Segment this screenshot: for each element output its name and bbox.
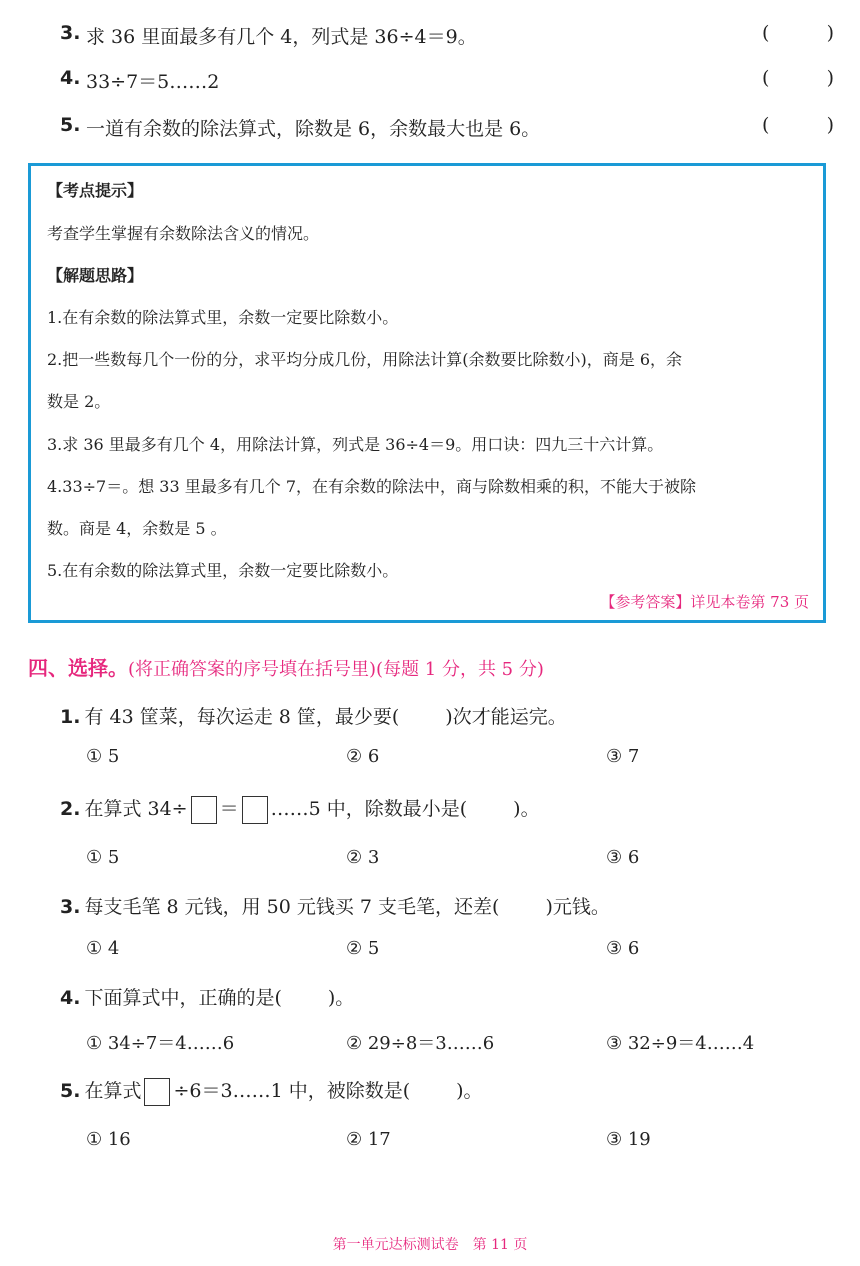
judge-item-5 [60, 114, 840, 154]
section-note: (将正确答案的序号填在括号里)(每题 1 分，共 5 分) [128, 659, 544, 680]
answer-paren[interactable]: ( ) [762, 67, 834, 89]
page-footer: 第一单元达标测试卷 第 11 页 [332, 1237, 528, 1253]
item-text: 求 36 里面最多有几个 4，列式是 36÷4＝9。 [86, 26, 477, 48]
choice-question-1 [60, 702, 567, 729]
question-number: 3. [60, 896, 81, 918]
item-number: 3. [60, 22, 81, 44]
option[interactable]: ② 17 [346, 1129, 391, 1150]
option[interactable]: ① 5 [86, 847, 120, 868]
question-text: 每支毛笔 8 元钱，用 50 元钱买 7 支毛笔，还差( [84, 896, 500, 918]
silu-title: 【解题思路】 [47, 266, 144, 285]
question-text: 在算式 [84, 1080, 142, 1102]
question-text: )次才能运完。 [445, 706, 567, 728]
choice-question-2 [60, 794, 540, 824]
question-text: )。 [513, 798, 540, 820]
question-text: )元钱。 [545, 896, 610, 918]
silu-line: 数。商是 4，余数是 5 。 [47, 519, 227, 538]
question-number: 1. [60, 706, 81, 728]
option[interactable]: ② 3 [346, 847, 380, 868]
hint-box [28, 163, 826, 623]
judge-item-3 [60, 22, 840, 62]
option[interactable]: ② 29÷8＝3……6 [346, 1033, 495, 1054]
option[interactable]: ② 5 [346, 938, 380, 959]
silu-line: 3.求 36 里最多有几个 4，用除法计算，列式是 36÷4＝9。用口诀：四九三十六计算。 [47, 435, 664, 454]
silu-line: 4.33÷7＝。想 33 里最多有几个 7，在有余数的除法中，商与除数相乘的积，不能大于被除 [47, 477, 697, 496]
question-number: 5. [60, 1080, 81, 1102]
option[interactable]: ② 6 [346, 746, 380, 767]
option[interactable]: ① 4 [86, 938, 120, 959]
option[interactable]: ① 5 [86, 746, 120, 767]
item-number: 5. [60, 114, 81, 136]
option[interactable]: ① 16 [86, 1129, 131, 1150]
option[interactable]: ③ 6 [606, 938, 640, 959]
kaodian-text: 考查学生掌握有余数除法含义的情况。 [47, 224, 320, 243]
silu-line: 5.在有余数的除法算式里，余数一定要比除数小。 [47, 561, 399, 580]
section-title [28, 652, 544, 681]
section-heading: 四、选择。 [28, 656, 128, 680]
item-text: 一道有余数的除法算式，除数是 6，余数最大也是 6。 [86, 118, 541, 140]
silu-line: 2.把一些数每几个一份的分，求平均分成几份，用除法计算(余数要比除数小)，商是 6，余 [47, 350, 683, 369]
item-text: 33÷7＝5……2 [86, 71, 220, 93]
answer-reference: 【参考答案】详见本卷第 73 页 [600, 593, 809, 611]
question-text: 有 43 筐菜，每次运走 8 筐，最少要( [84, 706, 400, 728]
option[interactable]: ③ 6 [606, 847, 640, 868]
question-text: ……5 中，除数最小是( [270, 798, 468, 820]
question-text: 在算式 34÷ [84, 798, 188, 820]
option[interactable]: ① 34÷7＝4……6 [86, 1033, 235, 1054]
blank-box[interactable] [144, 1078, 170, 1106]
silu-line: 1.在有余数的除法算式里，余数一定要比除数小。 [47, 308, 399, 327]
silu-line: 数是 2。 [47, 392, 111, 411]
kaodian-title: 【考点提示】 [47, 181, 144, 200]
option[interactable]: ③ 19 [606, 1129, 651, 1150]
question-number: 2. [60, 798, 81, 820]
question-text: ÷6＝3……1 中，被除数是( [173, 1080, 411, 1102]
blank-box[interactable] [242, 796, 268, 824]
choice-question-5 [60, 1076, 483, 1106]
choice-question-3 [60, 892, 610, 919]
question-text: )。 [456, 1080, 483, 1102]
blank-box[interactable] [191, 796, 217, 824]
option[interactable]: ③ 7 [606, 746, 640, 767]
question-text: 下面算式中，正确的是( [84, 987, 282, 1009]
answer-paren[interactable]: ( ) [762, 22, 834, 44]
item-number: 4. [60, 67, 81, 89]
choice-question-4 [60, 983, 354, 1010]
answer-paren[interactable]: ( ) [762, 114, 834, 136]
question-number: 4. [60, 987, 81, 1009]
judge-item-4 [60, 67, 840, 107]
question-text: ＝ [219, 798, 239, 820]
option[interactable]: ③ 32÷9＝4……4 [606, 1033, 755, 1054]
question-text: )。 [327, 987, 355, 1009]
